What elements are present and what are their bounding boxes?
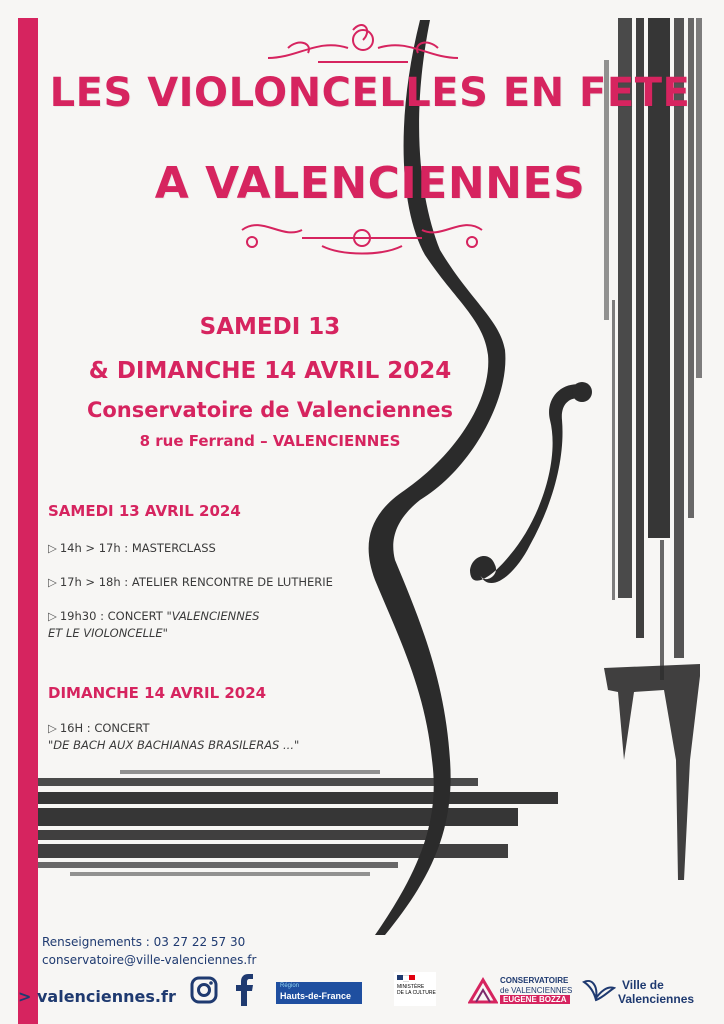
play-triangle-icon: ▷	[48, 541, 57, 555]
program-item: ▷ 17h > 18h : ATELIER RENCONTRE DE LUTHERIE	[48, 575, 333, 589]
bottom-ornament	[232, 210, 492, 258]
horizontal-strokes	[38, 770, 558, 876]
facebook-icon[interactable]	[236, 974, 254, 1006]
website-link[interactable]: > valenciennes.fr	[18, 987, 176, 1006]
email-link[interactable]: conservatoire@ville-valenciennes.fr	[42, 953, 257, 967]
conservatoire-logo-line3: EUGENE BOZZA	[500, 995, 570, 1004]
conservatoire-emblem-icon	[468, 976, 498, 1004]
program-item: ▷ 19h30 : CONCERT "VALENCIENNES ET LE VIOLONCELLE"	[48, 609, 260, 640]
ministry-logo: MINISTÈRE DE LA CULTURE	[394, 972, 436, 1006]
program-item: ▷ 16H : CONCERT "DE BACH AUX BACHIANAS BRASILERAS ..."	[48, 721, 300, 752]
city-logo-line2: Valenciennes	[618, 992, 695, 1006]
top-ornament	[258, 18, 468, 70]
contact-block	[42, 933, 256, 969]
date-line-1: SAMEDI 13	[199, 314, 341, 340]
date-line-2: & DIMANCHE 14 AVRIL 2024	[88, 358, 452, 384]
city-swan-icon	[582, 976, 616, 1002]
play-triangle-icon: ▷	[48, 609, 57, 623]
region-logo: Région Hauts-de-France	[276, 982, 362, 1004]
venue-address: 8 rue Ferrand – VALENCIENNES	[139, 432, 401, 450]
instagram-icon[interactable]	[190, 976, 218, 1004]
phone-line: Renseignements : 03 27 22 57 30	[42, 935, 246, 949]
conservatoire-logo-line2: de VALENCIENNES	[500, 986, 573, 995]
title-line-1: LES VIOLONCELLES EN FETE	[49, 70, 691, 116]
title-line-2: A VALENCIENNES	[154, 158, 586, 209]
play-triangle-icon: ▷	[48, 721, 57, 735]
day1-heading: SAMEDI 13 AVRIL 2024	[48, 502, 241, 520]
venue-name: Conservatoire de Valenciennes	[86, 398, 454, 422]
conservatoire-logo-line1: CONSERVATOIRE	[500, 976, 569, 985]
city-logo-line1: Ville de	[622, 978, 664, 992]
day2-heading: DIMANCHE 14 AVRIL 2024	[48, 684, 267, 702]
brush-strokes	[604, 18, 702, 680]
play-triangle-icon: ▷	[48, 575, 57, 589]
program-item: ▷ 14h > 17h : MASTERCLASS	[48, 541, 216, 555]
flag-red-icon	[409, 975, 415, 980]
